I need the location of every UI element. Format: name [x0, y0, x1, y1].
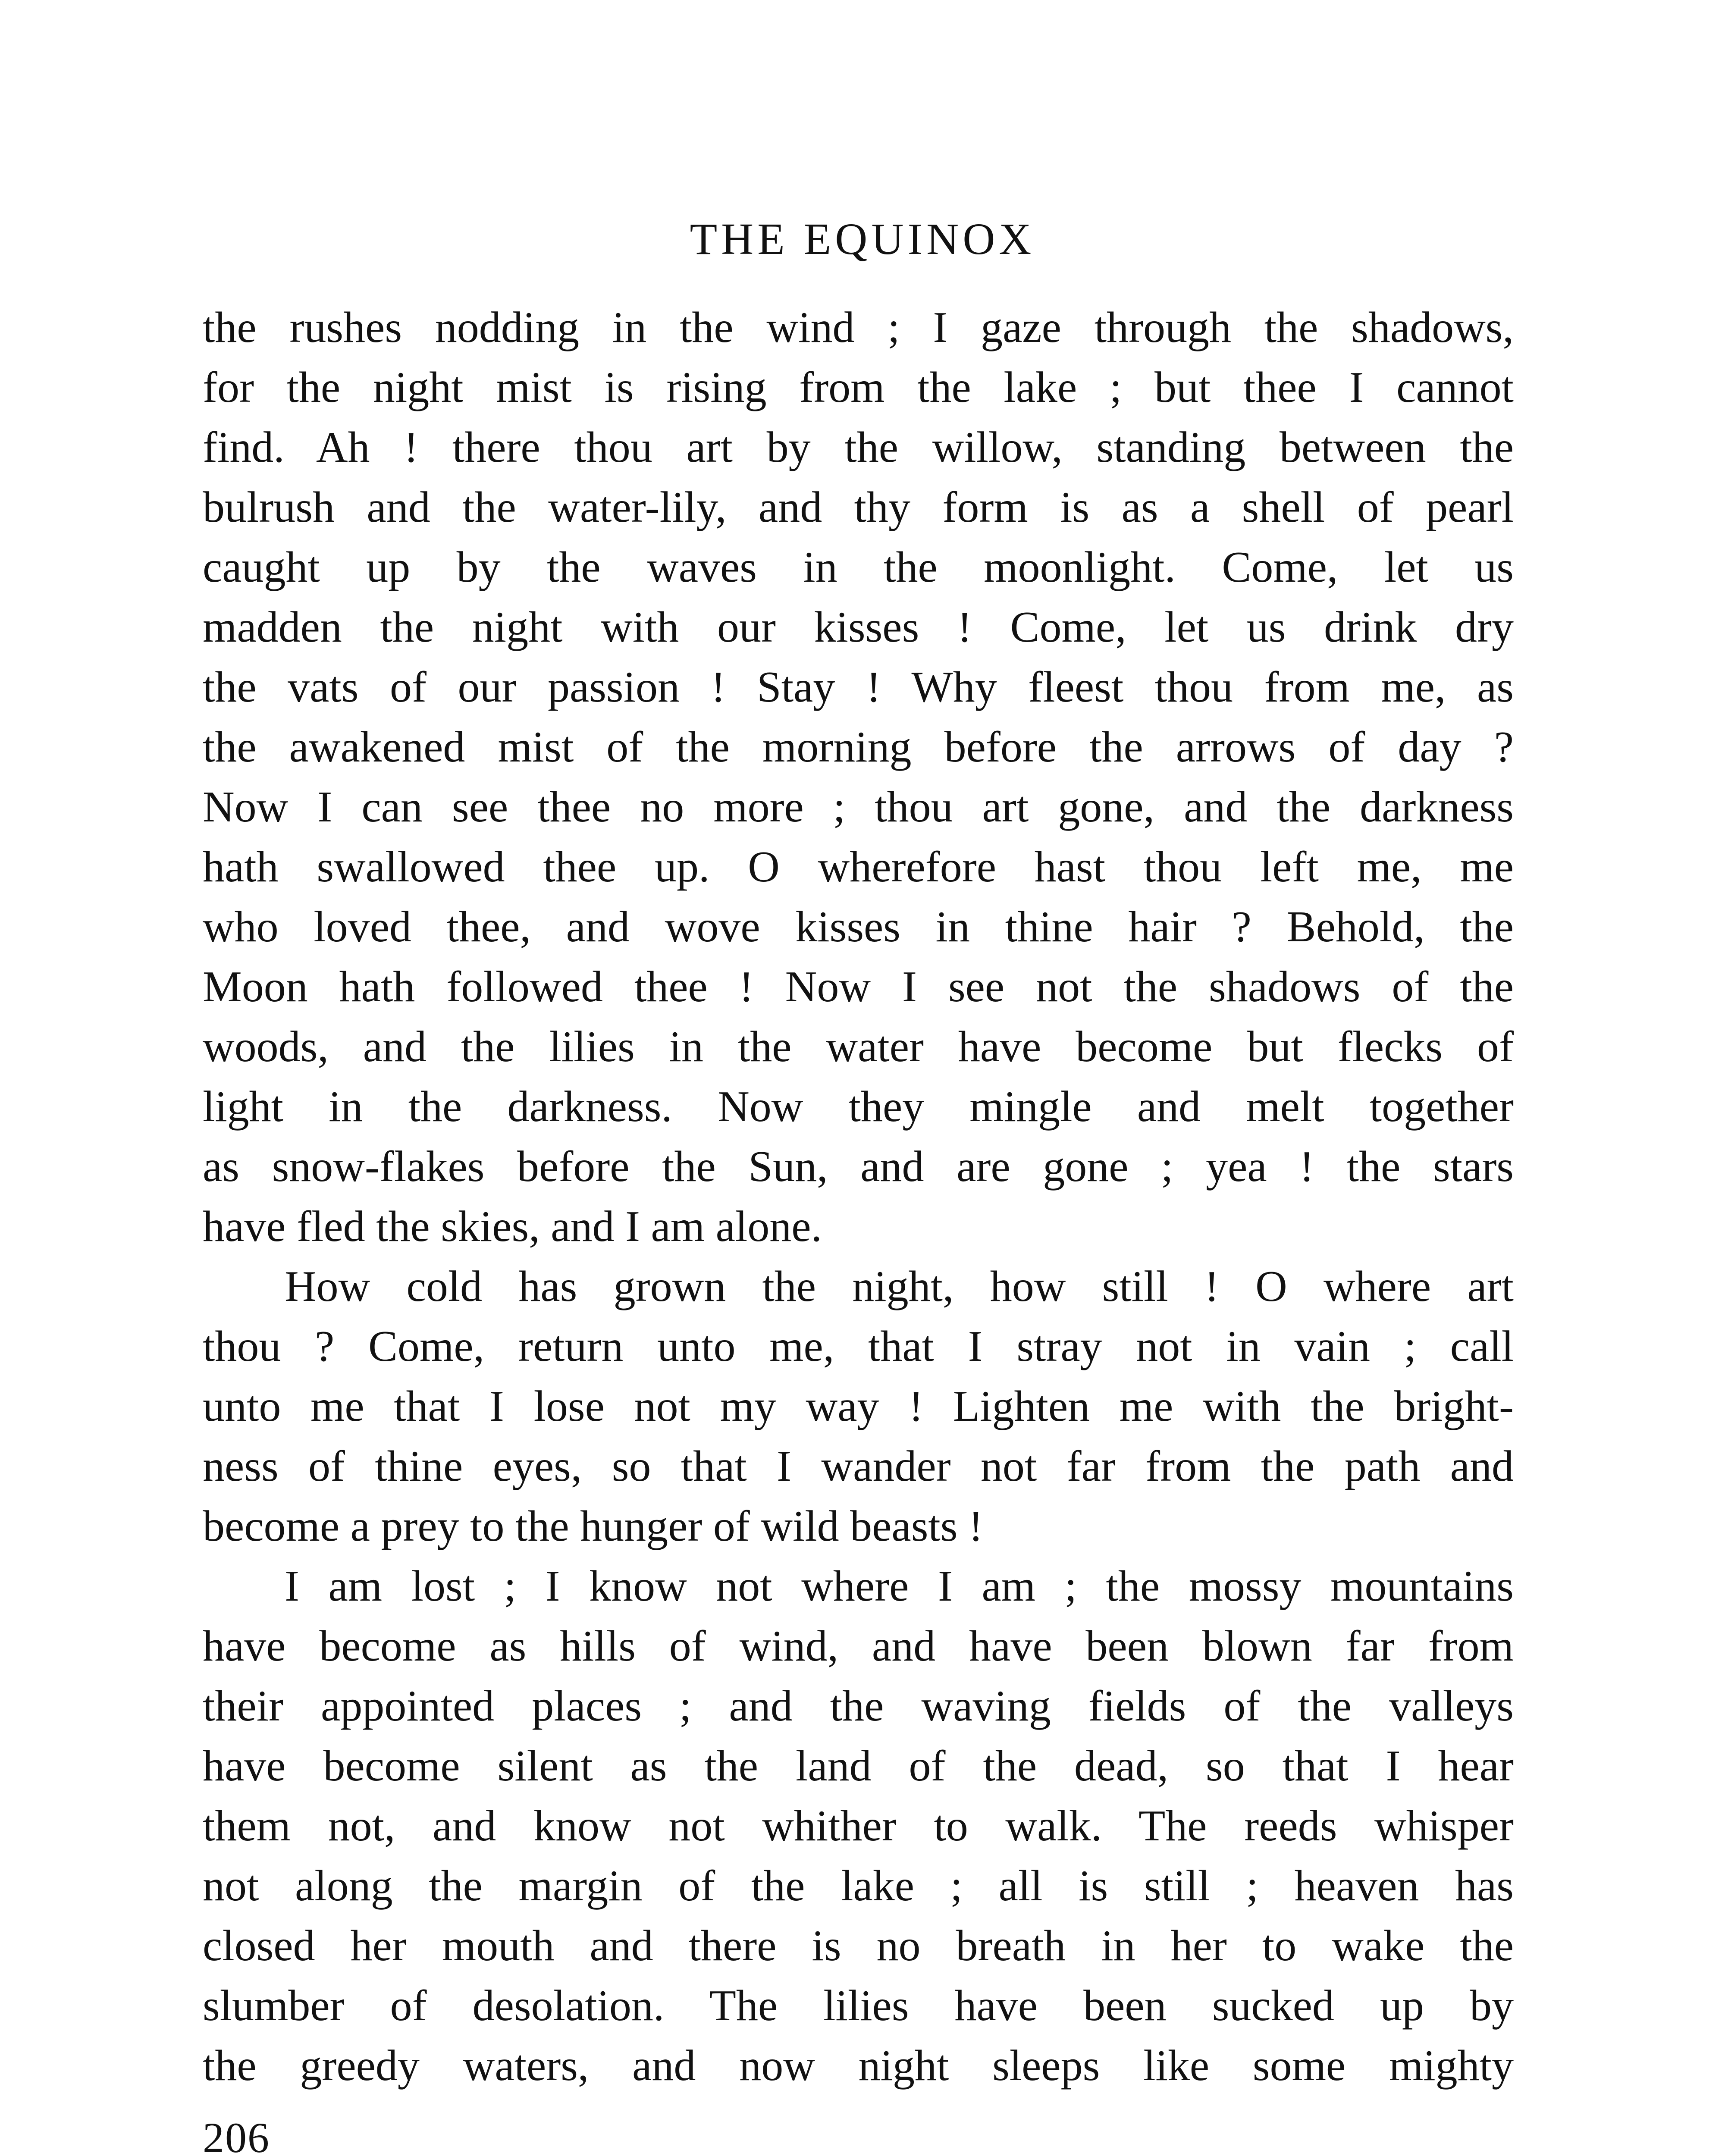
text-line: madden the night with our kisses ! Come, let us drink dry	[203, 603, 1514, 652]
text-line: Moon hath followed thee ! Now I see not the shadows of the	[203, 962, 1514, 1011]
text-line: thou ? Come, return unto me, that I stray not in vain ; call	[203, 1322, 1514, 1371]
text-line: them not, and know not whither to walk. The reeds whisper	[203, 1802, 1514, 1850]
text-line: as snow-flakes before the Sun, and are gone ; yea ! the stars	[203, 1142, 1514, 1191]
text-line: who loved thee, and wove kisses in thine hair ? Behold, the	[203, 903, 1514, 951]
text-line: light in the darkness. Now they mingle and melt together	[203, 1082, 1514, 1131]
text-line: the awakened mist of the morning before the arrows of day ?	[203, 723, 1514, 771]
text-line: Now I can see thee no more ; thou art gone, and the darkness	[203, 783, 1514, 831]
text-line: the vats of our passion ! Stay ! Why fleest thou from me, as	[203, 663, 1514, 711]
page-number: 206	[203, 2114, 270, 2156]
text-line: have become silent as the land of the dead, so that I hear	[203, 1742, 1514, 1790]
page-body	[203, 298, 1514, 2096]
text-line: woods, and the lilies in the water have become but flecks of	[203, 1022, 1514, 1071]
text-line: ness of thine eyes, so that I wander not far from the path and	[203, 1442, 1514, 1491]
text-line: become a prey to the hunger of wild beasts !	[203, 1502, 983, 1551]
text-line: not along the margin of the lake ; all is still ; heaven has	[203, 1861, 1514, 1910]
text-line: closed her mouth and there is no breath in her to wake the	[203, 1921, 1514, 1970]
text-line: the rushes nodding in the wind ; I gaze through the shadows,	[203, 303, 1514, 352]
text-line: bulrush and the water-lily, and thy form is as a shell of pearl	[203, 483, 1514, 532]
paragraph-1	[203, 298, 1514, 1257]
running-head: THE EQUINOX	[690, 214, 1035, 264]
paragraph-3	[203, 1556, 1514, 2096]
text-line: their appointed places ; and the waving fields of the valleys	[203, 1682, 1514, 1730]
text-line: for the night mist is rising from the lake ; but thee I cannot	[203, 363, 1514, 412]
text-line: caught up by the waves in the moonlight. Come, let us	[203, 543, 1514, 592]
text-line: I am lost ; I know not where I am ; the mossy mountains	[285, 1562, 1514, 1611]
text-line: find. Ah ! there thou art by the willow, standing between the	[203, 423, 1514, 472]
text-line: How cold has grown the night, how still ! O where art	[285, 1262, 1514, 1311]
text-line: hath swallowed thee up. O wherefore hast thou left me, me	[203, 843, 1514, 891]
text-line: slumber of desolation. The lilies have been sucked up by	[203, 1981, 1514, 2030]
text-line: the greedy waters, and now night sleeps like some mighty	[203, 2041, 1514, 2090]
paragraph-2	[203, 1257, 1514, 1556]
text-line: have fled the skies, and I am alone.	[203, 1202, 822, 1251]
text-line: unto me that I lose not my way ! Lighten me with the bright-	[203, 1382, 1514, 1431]
text-line: have become as hills of wind, and have been blown far from	[203, 1622, 1514, 1670]
